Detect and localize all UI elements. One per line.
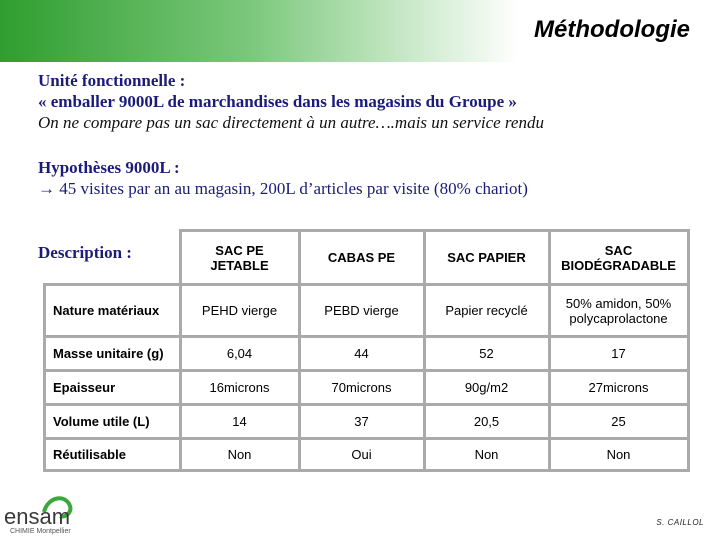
- table-cell: 37: [299, 405, 424, 439]
- unite-heading: Unité fonctionnelle :: [38, 71, 186, 90]
- table-row: [45, 371, 689, 405]
- hypotheses-text: 45 visites par an au magasin, 200L d’articles par visite (80% chariot): [59, 179, 528, 198]
- table-cell: 6,04: [180, 337, 299, 371]
- author-credit: S. CAILLOL: [656, 518, 704, 527]
- description-label: Description :: [38, 243, 132, 262]
- column-header: [299, 231, 424, 285]
- logo-word: ensam: [4, 504, 71, 529]
- column-header-line1: CABAS PE: [327, 250, 396, 265]
- hypotheses-line: [38, 178, 688, 199]
- table-row: [45, 285, 689, 337]
- comparison-table: [43, 229, 690, 472]
- unite-fonctionnelle-block: [38, 70, 688, 133]
- table-cell: 27microns: [549, 371, 688, 405]
- table-cell: 17: [549, 337, 688, 371]
- column-header-line2: JETABLE: [210, 257, 269, 273]
- unite-note: On ne compare pas un sac directement à un autre….mais un service rendu: [38, 113, 544, 132]
- table-row: [45, 337, 689, 371]
- logo-subtitle: CHIMIE Montpellier: [10, 528, 71, 535]
- table-corner-cell: [45, 231, 181, 285]
- row-label: Epaisseur: [45, 371, 181, 405]
- table-cell: Non: [180, 439, 299, 471]
- table-cell: 70microns: [299, 371, 424, 405]
- table-cell: Non: [549, 439, 688, 471]
- row-label: Réutilisable: [45, 439, 181, 471]
- row-label: Masse unitaire (g): [45, 337, 181, 371]
- column-header: [549, 231, 688, 285]
- row-label: Nature matériaux: [45, 285, 181, 337]
- column-header-line2: BIODÉGRADABLE: [561, 257, 676, 273]
- row-label: Volume utile (L): [45, 405, 181, 439]
- table-cell: 90g/m2: [424, 371, 549, 405]
- table-cell: 50% amidon, 50% polycaprolactone: [549, 285, 688, 337]
- table-cell: Non: [424, 439, 549, 471]
- table-row: [45, 405, 689, 439]
- slide-title: Méthodologie: [534, 16, 690, 43]
- arrow-right-icon: →: [38, 179, 55, 198]
- table-cell: 44: [299, 337, 424, 371]
- table-cell: 14: [180, 405, 299, 439]
- table-cell: 20,5: [424, 405, 549, 439]
- column-header: [424, 231, 549, 285]
- table-cell: 25: [549, 405, 688, 439]
- table-cell: PEBD vierge: [299, 285, 424, 337]
- table-cell: PEHD vierge: [180, 285, 299, 337]
- table-cell: Papier recyclé: [424, 285, 549, 337]
- ensam-logo: [4, 492, 84, 538]
- column-header-line1: SAC PE: [215, 242, 264, 258]
- hypotheses-heading: Hypothèses 9000L :: [38, 158, 180, 177]
- column-header-line1: SAC: [604, 242, 633, 258]
- table-row: [45, 439, 689, 471]
- column-header: [180, 231, 299, 285]
- column-header-line1: SAC PAPIER: [447, 250, 526, 265]
- table-cell: 52: [424, 337, 549, 371]
- table-cell: Oui: [299, 439, 424, 471]
- hypotheses-block: [38, 157, 688, 199]
- table-header-row: [45, 231, 689, 285]
- table-cell: 16microns: [180, 371, 299, 405]
- unite-statement: « emballer 9000L de marchandises dans les magasins du Groupe »: [38, 92, 517, 111]
